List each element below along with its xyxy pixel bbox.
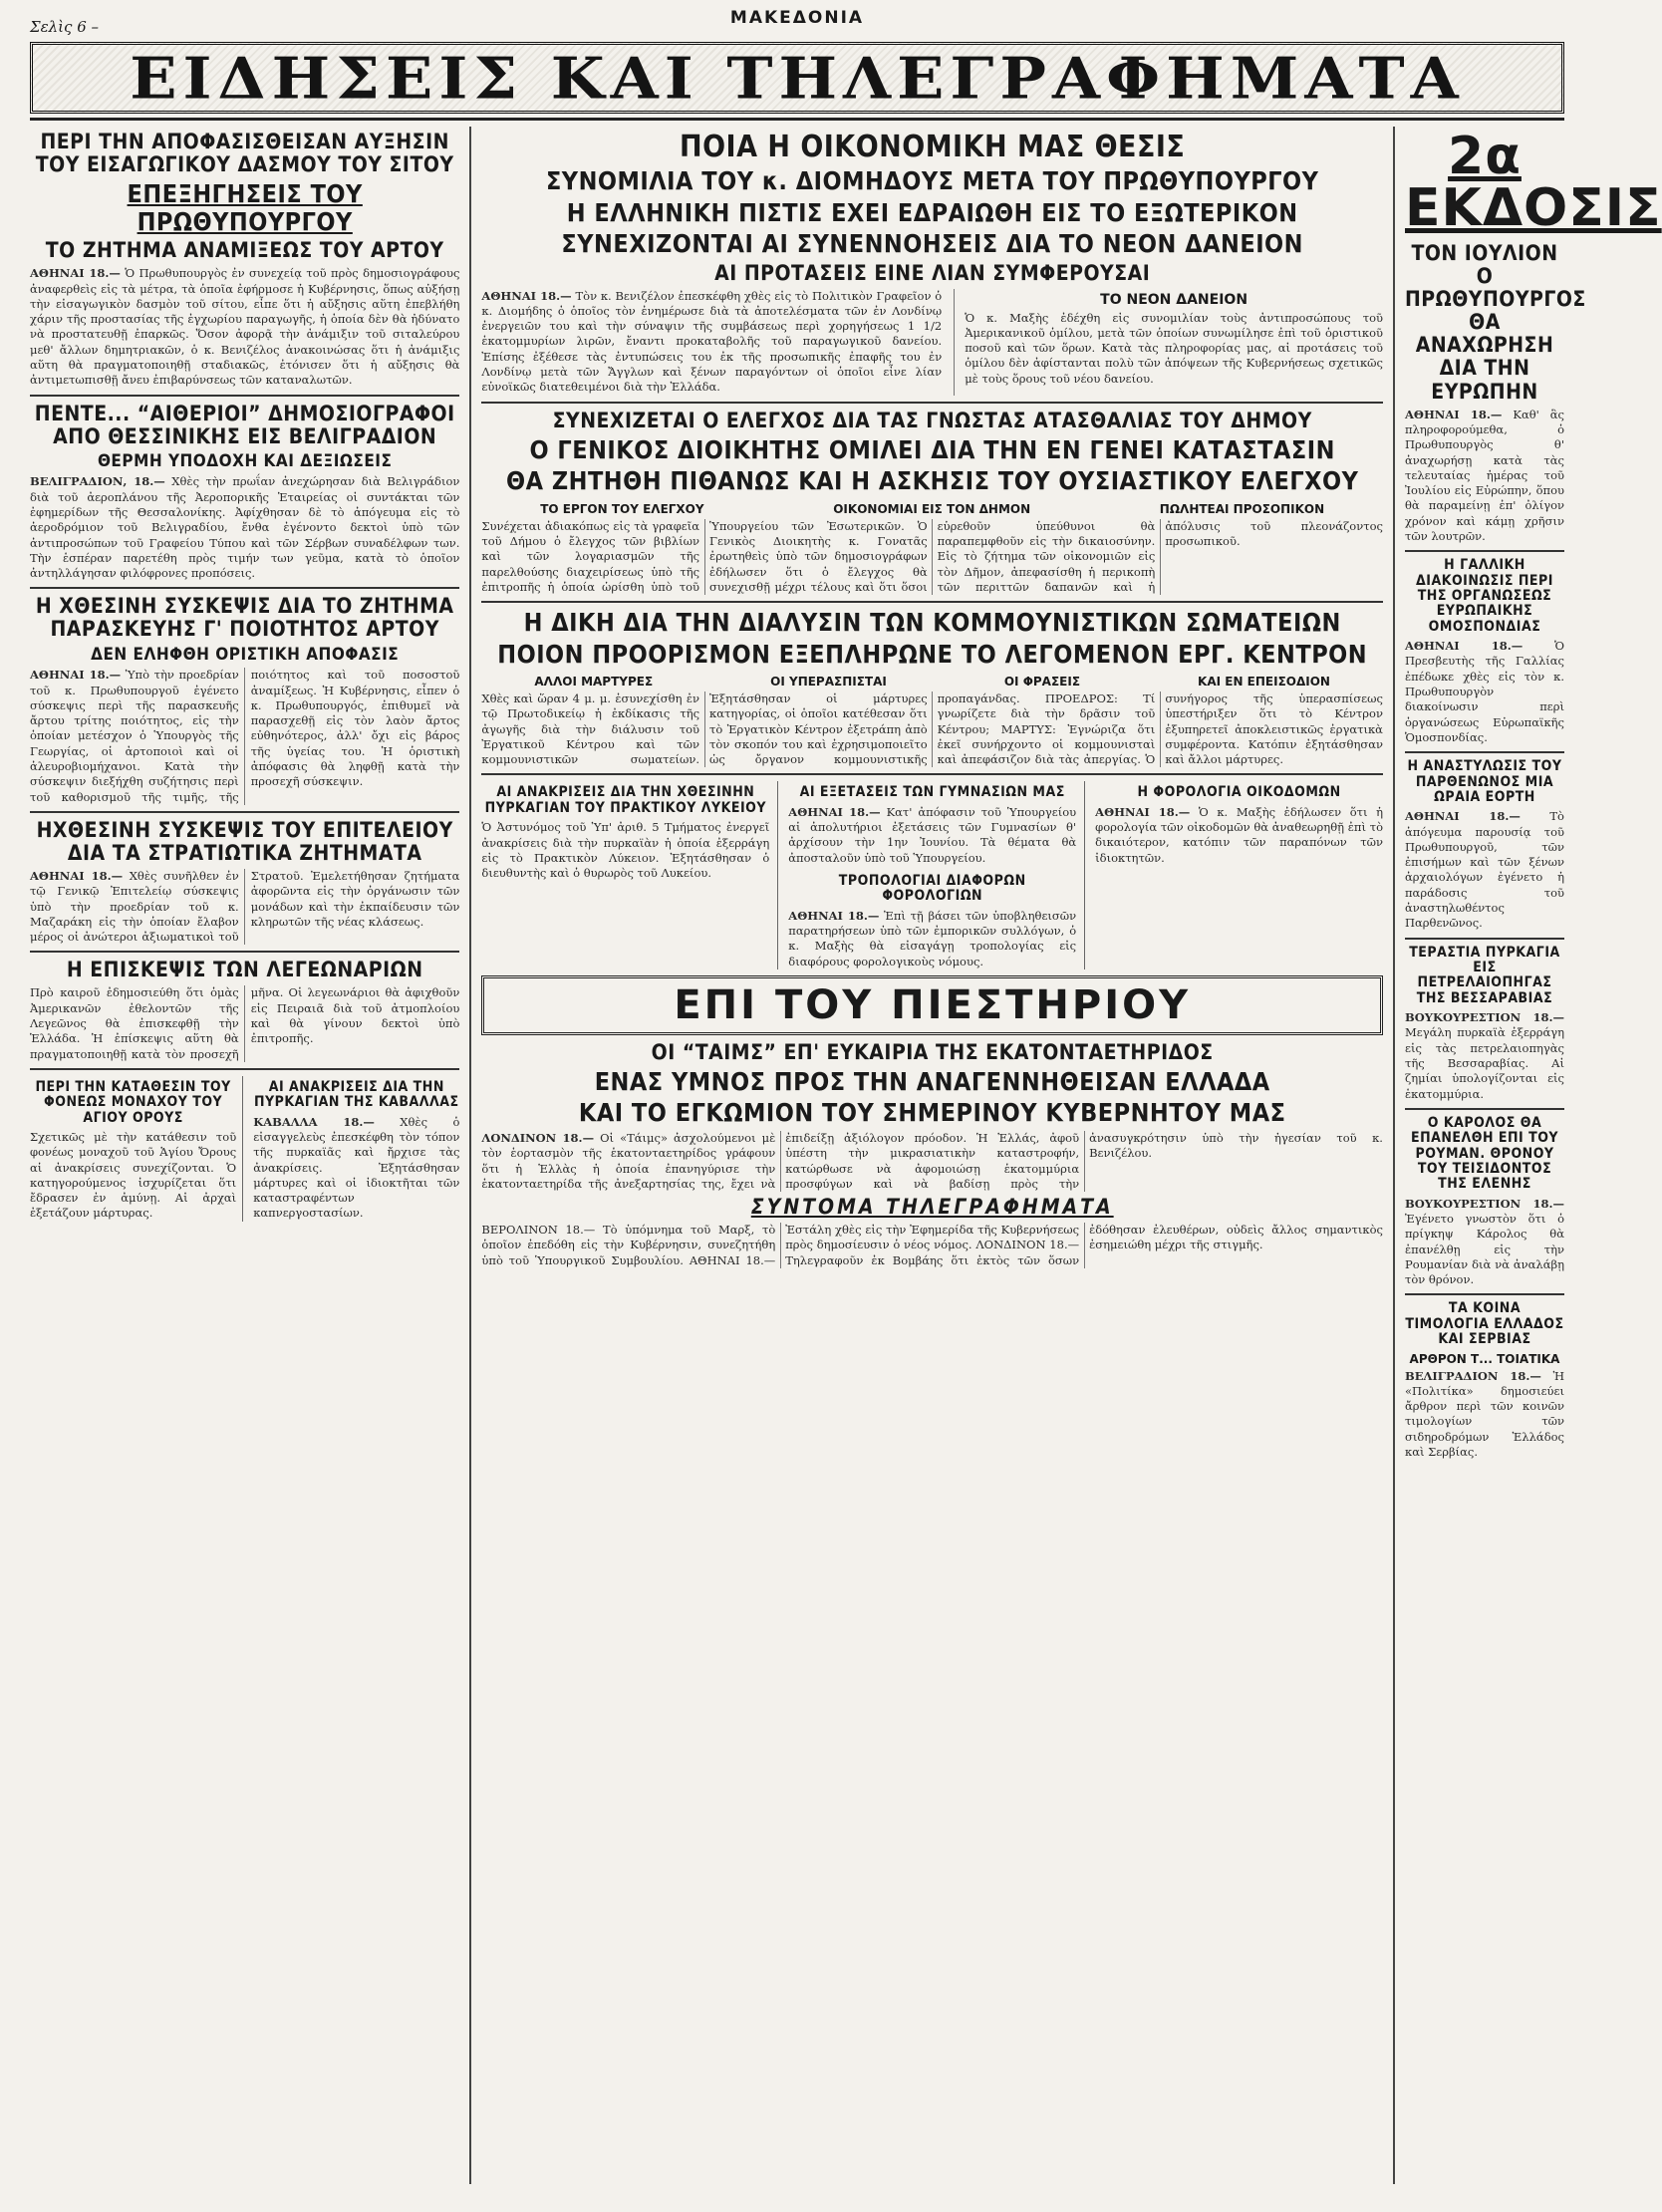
headline: ΗΧΘΕΣΙΝΗ ΣΥΣΚΕΨΙΣ ΤΟΥ ΕΠΙΤΕΛΕΙΟΥ ΔΙΑ ΤΑ ΣΤΡΑΤΙΩΤΙΚΑ ΖΗΤΗΜΑΤΑ bbox=[36, 817, 453, 865]
headline: ΠΟΙΑ Η ΟΙΚΟΝΟΜΙΚΗ ΜΑΣ ΘΕΣΙΣ bbox=[680, 130, 1186, 164]
article-exams bbox=[788, 781, 1085, 968]
bottom-pair bbox=[30, 1076, 459, 1222]
article-text: Χθὲς καὶ ὥραν 4 μ. μ. ἐσυνεχίσθη ἐν τῷ Πρωτοδικείῳ ἡ ἐκδίκασις τῆς ἀγωγῆς διὰ τὴν διάλυσιν τοῦ Ἐργατικοῦ Κέντρου καὶ τῶν κομμουνιστικῶν σωματείων. Ἐξητάσθησαν οἱ μάρτυρες κατηγορίας, οἱ ὁποῖοι κατέθεσαν ὅτι τὸ Ἐργατικὸν Κέντρον ἐξετράπη ἀπὸ τὸν σκοπόν του καὶ ἐχρησιμοποιεῖτο ὡς ὄργανον κομμουνιστικῆς προπαγάνδας. ΠΡΟΕΔΡΟΣ: Τί γνωρίζετε διὰ τὴν δρᾶσιν τοῦ Κέντρου; ΜΑΡΤΥΣ: Ἐγνώριζα ὅτι ἐκεῖ συνήρχοντο οἱ κομμουνισταὶ καὶ ἀπεφάσιζον διὰ τὰς ἀπεργίας. Ὁ συνήγορος τῆς ὑπερασπίσεως ὑπεστήριξεν ὅτι τὸ Κέντρον ἐξυπηρετεῖ ἀποκλειστικῶς ἐργατικὰ συμφέροντα. Κατόπιν ἐξητάσθησαν καὶ ἄλλοι μάρτυρες. bbox=[481, 691, 1383, 767]
divider bbox=[481, 773, 1383, 775]
article-body bbox=[1405, 639, 1564, 745]
article-text: Ἡ «Πολιτίκα» δημοσιεύει ἄρθρον περὶ τῶν κοινῶν τιμολογίων τῶν σιδηροδρόμων Ἑλλάδος καὶ Σερβίας. bbox=[1405, 1368, 1564, 1459]
subheading: ΠΩΛΗΤΕΑΙ ΠΡΟΣΟΠΙΚΟΝ bbox=[1159, 501, 1325, 516]
article-text: Σχετικῶς μὲ τὴν κατάθεσιν τοῦ φονέως μοναχοῦ τοῦ Ἁγίου Ὄρους αἱ ἀνακρίσεις συνεχίζονται. Ὁ κατηγορούμενος ἰσχυρίζεται ὅτι ἔδρασεν ἐν ἀμύνῃ. Αἱ ἀρχαὶ ἐξετάζουν μάρτυρας. bbox=[30, 1130, 237, 1221]
headline: ΠΕΡΙ ΤΗΝ ΚΑΤΑΘΕΣΙΝ ΤΟΥ ΦΟΝΕΩΣ ΜΟΝΑΧΟΥ ΤΟΥ ΑΓΙΟΥ ΟΡΟΥΣ bbox=[35, 1078, 231, 1126]
article-body bbox=[481, 691, 1383, 767]
article-body bbox=[481, 820, 769, 881]
divider bbox=[1405, 938, 1564, 940]
article-body bbox=[788, 805, 1076, 866]
right-column bbox=[1395, 127, 1662, 2184]
headline: ΣΥΝΕΧΙΖΟΝΤΑΙ ΑΙ ΣΥΝΕΝΝΟΗΣΕΙΣ ΔΙΑ ΤΟ ΝΕΟΝ ΔΑΝΕΙΟΝ bbox=[561, 229, 1303, 258]
economy-body bbox=[481, 289, 1383, 396]
article-body bbox=[253, 1115, 459, 1222]
article-parthenon bbox=[1405, 759, 1564, 931]
dateline: ΒΕΛΙΓΡΑΔΙΟΝ 18.— bbox=[1405, 1368, 1541, 1383]
article-text: Κατ' ἀπόφασιν τοῦ Ὑπουργείου αἱ ἀπολυτήριοι ἐξετάσεις τῶν Γυμνασίων θ' ἀρχίσουν τὴν 1ην Ἰουνίου. Τὰ θέματα θὰ ἀποσταλοῦν ὑπὸ τοῦ Ὑπουργείου. bbox=[788, 804, 1077, 865]
article-text: ΒΕΡΟΛΙΝΟΝ 18.— Τὸ ὑπόμνημα τοῦ Μαρξ, τὸ ὁποῖον ἐπεδόθη εἰς τὴν Κυβέρνησιν, συνεζητήθη ὑπὸ τοῦ Ὑπουργικοῦ Συμβουλίου. ΑΘΗΝΑΙ 18.— Ἐστάλη χθὲς εἰς τὴν Ἐφημερίδα τῆς Κυβερνήσεως πρὸς δημοσίευσιν ὁ νέος νόμος. ΛΟΝΔΙΝΟΝ 18.— Τηλεγραφοῦν ἐκ Βομβάης ὅτι ἐκτὸς τῶν ὅσων ἐδόθησαν ἐλευθέρων, οὐδεὶς ἄλλος σημαντικὸς ἐσημειώθη μέχρι τῆς στιγμῆς. bbox=[481, 1223, 1383, 1267]
article-text: Τὸ ἀπόγευμα παρουσίᾳ τοῦ Πρωθυπουργοῦ, τῶν ἐπισήμων καὶ τῶν ξένων ἀρχαιολόγων ἐγένετο ἡ παράδοσις τοῦ ἀναστηλωθέντος Παρθενῶνος. bbox=[1405, 809, 1564, 931]
middle-columns bbox=[471, 127, 1395, 2184]
divider bbox=[30, 587, 459, 589]
article-body bbox=[965, 311, 1383, 387]
headline: ΑΙ ΠΡΟΤΑΣΕΙΣ ΕΙΝΕ ΛΙΑΝ ΣΥΜΦΕΡΟΥΣΑΙ bbox=[714, 260, 1151, 285]
headline: ΕΝΑΣ ΥΜΝΟΣ ΠΡΟΣ ΤΗΝ ΑΝΑΓΕΝΝΗΘΕΙΣΑΝ ΕΛΛΑΔΑ bbox=[594, 1066, 1270, 1096]
headline: ΤΟ ΖΗΤΗΜΑ ΑΝΑΜΙΞΕΩΣ ΤΟΥ ΑΡΤΟΥ bbox=[45, 238, 444, 263]
article-text: Ὁ κ. Μαξὴς ἐδέχθη εἰς συνομιλίαν τοὺς ἀντιπροσώπους τοῦ Ἀμερικανικοῦ ὁμίλου, μετὰ τῶν ὁποίων συνωμίλησε ἐπὶ τοῦ ὁριστικοῦ ποσοῦ καὶ τῶν ὅρων. Κατὰ τὰς πληροφορίας μας, αἱ προτάσεις τοῦ ὁμίλου δὲν ἀφίστανται πολὺ τῶν ἀπόψεων τῆς Κυβερνήσεως σχετικῶς μὲ τοὺς ὅρους τοῦ νέου δανείου. bbox=[965, 310, 1383, 386]
article-trial bbox=[481, 609, 1383, 767]
article-bread-meeting bbox=[30, 595, 459, 804]
dateline: ΑΘΗΝΑΙ 18.— bbox=[481, 288, 572, 303]
divider bbox=[1405, 1293, 1564, 1295]
page-number: Σελὶς 6 – bbox=[30, 18, 100, 36]
article-text: Χθὲς συνῆλθεν ἐν τῷ Γενικῷ Ἐπιτελείῳ σύσκεψις ὑπὸ τὴν προεδρίαν τοῦ κ. Μαζαράκη εἰς τὴν ὁποίαν ἔλαβον μέρος οἱ ἀνώτεροι ἀξιωματικοὶ τοῦ Στρατοῦ. Ἐμελετήθησαν ζητήματα ἀφορῶντα εἰς τὴν ὀργάνωσιν τῶν μονάδων καὶ τὴν ἐκπαίδευσιν τῶν κληρωτῶν τῆς νέας κλάσεως. bbox=[30, 868, 460, 945]
headline: ΕΠΕΞΗΓΗΣΕΙΣ ΤΟΥ ΠΡΩΘΥΠΟΥΡΓΟΥ bbox=[127, 179, 363, 236]
headline: ΠΕΡΙ ΤΗΝ ΑΠΟΦΑΣΙΣΘΕΙΣΑΝ ΑΥΞΗΣΙΝ ΤΟΥ ΕΙΣΑΓΩΓΙΚΟΥ ΔΑΣΜΟΥ ΤΟΥ ΣΙΤΟΥ bbox=[35, 130, 454, 177]
headline: Η ΓΑΛΛΙΚΗ ΔΙΑΚΟΙΝΩΣΙΣ ΠΕΡΙ ΤΗΣ ΟΡΓΑΝΩΣΕΩΣ ΕΥΡΩΠΑΙΚΗΣ ΟΜΟΣΠΟΝΔΙΑΣ bbox=[1416, 557, 1553, 635]
dateline: ΑΘΗΝΑΙ 18.— bbox=[788, 908, 880, 923]
subheading: ΟΙΚΟΝΟΜΙΑΙ ΕΙΣ ΤΟΝ ΔΗΜΟΝ bbox=[833, 501, 1031, 516]
headline: ΣΥΝΤΟΜΑ ΤΗΛΕΓΡΑΦΗΜΑΤΑ bbox=[750, 1195, 1114, 1220]
article-text: Χθὲς τὴν πρωΐαν ἀνεχώρησαν διὰ Βελιγράδιον διὰ τοῦ ἀεροπλάνου τῆς Ἀεροπορικῆς Ἑταιρείας οἱ συντάκται τῶν ἐφημερίδων τῆς Θεσσαλονίκης. Ἀφίχθησαν δὲ τὸ ἀπόγευμα εἰς τὸ ἀεροδρόμιον τοῦ Βελιγραδίου, ἔνθα ἐγένοντο δεκτοὶ ὑπὸ τῶν ἀντιπροσώπων τοῦ Γραφείου Τύπου καὶ τῶν Σέρβων συναδέλφων των. Τὴν ἑσπέραν παρετέθη πρὸς τιμήν των γεῦμα, κατὰ τὸ ὁποῖον ἀντηλλάγησαν φιλόφρονες προπόσεις. bbox=[30, 474, 460, 581]
article-body bbox=[481, 289, 942, 396]
article-french-note bbox=[1405, 558, 1564, 745]
dateline: ΑΘΗΝΑΙ 18.— bbox=[788, 804, 881, 819]
divider bbox=[481, 601, 1383, 603]
article-body bbox=[30, 1130, 236, 1222]
dateline: ΑΘΗΝΑΙ 18.— bbox=[30, 668, 122, 683]
audit-subheads bbox=[481, 499, 1383, 519]
article-text: Ὁ Ἀστυνόμος τοῦ Ὑπ' ἀριθ. 5 Τμήματος ἐνεργεῖ ἀνακρίσεις διὰ τὴν πυρκαϊὰν ἡ ὁποία ἐξερράγη εἰς τὸ Πρακτικὸν Λύκειον. Ἐξητάσθησαν ὁ διευθυντὴς καὶ ὁ θυρωρὸς τοῦ Λυκείου. bbox=[481, 820, 770, 881]
article-lyceum-fire bbox=[481, 781, 778, 968]
article-body bbox=[1095, 805, 1383, 866]
headline: ΟΙ “ΤΑΙΜΣ” ΕΠ' ΕΥΚΑΙΡΙΑ ΤΗΣ ΕΚΑΤΟΝΤΑΕΤΗΡΙΔΟΣ bbox=[651, 1039, 1214, 1064]
dateline: ΒΟΥΚΟΥΡΕΣΤΙΟΝ 18.— bbox=[1405, 1196, 1564, 1211]
article-staff-meeting bbox=[30, 819, 459, 946]
headline: Η ΦΟΡΟΛΟΓΙΑ ΟΙΚΟΔΟΜΩΝ bbox=[1137, 784, 1341, 801]
dateline: ΒΟΥΚΟΥΡΕΣΤΙΟΝ 18.— bbox=[1405, 1010, 1564, 1025]
article-kavala-fire bbox=[253, 1076, 459, 1222]
article-text: Ἐγένετο γνωστὸν ὅτι ὁ πρίγκηψ Κάρολος θὰ ἐπανέλθῃ εἰς τὴν Ρουμανίαν διὰ νὰ ἀναλάβῃ τὸν θρόνον. bbox=[1405, 1212, 1564, 1287]
left-column bbox=[30, 127, 471, 2184]
article-body bbox=[1405, 809, 1564, 931]
dateline: ΑΘΗΝΑΙ 18.— bbox=[30, 266, 121, 281]
headline: ΘΕΡΜΗ ΥΠΟΔΟΧΗ ΚΑΙ ΔΕΞΙΩΣΕΙΣ bbox=[97, 450, 393, 471]
divider bbox=[481, 402, 1383, 404]
article-carol bbox=[1405, 1116, 1564, 1288]
article-body bbox=[788, 909, 1076, 969]
headline: ΑΙ ΑΝΑΚΡΙΣΕΙΣ ΔΙΑ ΤΗΝ ΠΥΡΚΑΓΙΑΝ ΤΗΣ ΚΑΒΑΛΛΑΣ bbox=[254, 1078, 459, 1111]
article-pm-europe bbox=[1405, 241, 1586, 544]
headline: ΑΙ ΑΝΑΚΡΙΣΕΙΣ ΔΙΑ ΤΗΝ ΧΘΕΣΙΝΗΝ ΠΥΡΚΑΓΙΑΝ ΤΟΥ ΠΡΑΚΤΙΚΟΥ ΛΥΚΕΙΟΥ bbox=[484, 784, 766, 816]
trial-subheads bbox=[481, 672, 1383, 691]
divider bbox=[1405, 550, 1564, 552]
subheading: ΑΛΛΟΙ ΜΑΡΤΥΡΕΣ bbox=[534, 675, 654, 690]
headline: Η ΕΠΙΣΚΕΨΙΣ ΤΩΝ ΛΕΓΕΩΝΑΡΙΩΝ bbox=[66, 958, 423, 982]
article-body bbox=[30, 985, 459, 1061]
article-text: Οἱ «Τάιμς» ἀσχολούμενοι μὲ τὸν ἑορτασμὸν τῆς ἑκατονταετηρίδος γράφουν ὅτι ἡ Ἑλλὰς ἡ ὁποία ἐπανηγύρισε τὴν ἑκατονταετηρίδα τῆς ἀνεξαρτησίας της, ἔχει νὰ ἐπιδείξῃ ἀξιόλογον πρόοδον. Ἡ Ἑλλάς, ἀφοῦ ὑπέστη τὴν μικρασιατικὴν καταστροφήν, κατώρθωσε νὰ ἀφομοιώσῃ ἑκατομμύρια προσφύγων καὶ νὰ βαδίσῃ πρὸς τὴν ἀνασυγκρότησιν ὑπὸ τὴν ἡγεσίαν τοῦ κ. Βενιζέλου. bbox=[481, 1130, 1383, 1191]
headline: Ο ΚΑΡΟΛΟΣ ΘΑ ΕΠΑΝΕΛΘΗ ΕΠΙ ΤΟΥ ΡΟΥΜΑΝ. ΘΡΟΝΟΥ ΤΟΥ ΤΕΙΣΙΔΟΝΤΟΣ ΤΗΣ ΕΛΕΝΗΣ bbox=[1410, 1114, 1559, 1193]
article-tariffs bbox=[1405, 1301, 1564, 1460]
article-text: Πρὸ καιροῦ ἐδημοσιεύθη ὅτι ὁμὰς Ἀμερικανῶν ἐθελοντῶν τῆς Λεγεῶνος θὰ ἐπισκεφθῇ τὴν Ἑλλάδα. Ἡ ἐπίσκεψις αὕτη θὰ πραγματοποιηθῇ κατὰ τὸν προσεχῆ μῆνα. Οἱ λεγεωνάριοι θὰ ἀφιχθοῦν εἰς Πειραιᾶ διὰ τοῦ ἀτμοπλοίου καὶ θὰ γίνουν δεκτοὶ ὑπὸ ἐπιτροπῆς. bbox=[30, 985, 460, 1061]
dateline: ΒΕΛΙΓΡΑΔΙΟΝ, 18.— bbox=[30, 474, 165, 489]
article-body bbox=[481, 519, 1383, 595]
headline: ΘΑ ΖΗΤΗΘΗ ΠΙΘΑΝΩΣ ΚΑΙ Η ΑΣΚΗΣΙΣ ΤΟΥ ΟΥΣΙΑΣΤΙΚΟΥ ΕΛΕΓΧΟΥ bbox=[505, 466, 1359, 496]
article-text: Χθὲς ὁ εἰσαγγελεὺς ἐπεσκέφθη τὸν τόπον τῆς πυρκαϊᾶς καὶ ἤρχισε τὰς ἀνακρίσεις. Ἐξητάσθησαν μάρτυρες καὶ οἱ ἰδιοκτῆται τῶν καταστραφέντων καπνεργοστασίων. bbox=[253, 1114, 460, 1221]
article-oil-fire bbox=[1405, 946, 1564, 1102]
article-body bbox=[30, 668, 459, 805]
article-text: Μεγάλη πυρκαϊὰ ἐξερράγη εἰς τὰς πετρελαιοπηγὰς τῆς Βεσσαραβίας. Αἱ ζημίαι ὑπολογίζονται εἰς ἑκατομμύρια. bbox=[1405, 1025, 1564, 1101]
article-body bbox=[481, 1223, 1383, 1268]
headline: Η ΑΝΑΣΤΥΛΩΣΙΣ ΤΟΥ ΠΑΡΘΕΝΩΝΟΣ ΜΙΑ ΩΡΑΙΑ ΕΟΡΤΗ bbox=[1407, 758, 1562, 805]
article-text: Ὁ Πρεσβευτὴς τῆς Γαλλίας ἐπέδωκε χθὲς εἰς τὸν κ. Πρωθυπουργὸν διακοίνωσιν περὶ ὀργανώσεως Εὐρωπαϊκῆς Ὁμοσπονδίας. bbox=[1405, 639, 1564, 744]
article-text: Ὁ κ. Μαξὴς ἐδήλωσεν ὅτι ἡ φορολογία τῶν οἰκοδομῶν θὰ ἀναθεωρηθῇ ἐπὶ τὸ δικαιότερον, κατόπιν τῶν παραπόνων τῶν ἰδιοκτητῶν. bbox=[1095, 804, 1384, 865]
headline: ΠΕΝΤΕ... “ΑΙΘΕΡΙΟΙ” ΔΗΜΟΣΙΟΓΡΑΦΟΙ ΑΠΟ ΘΕΣΣΙΝΙΚΗΣ ΕΙΣ ΒΕΛΙΓΡΑΔΙΟΝ bbox=[34, 401, 455, 448]
article-text: Ὑπὸ τὴν προεδρίαν τοῦ κ. Πρωθυπουργοῦ ἐγένετο σύσκεψις περὶ τῆς παρασκευῆς ἄρτου τρίτης ποιότητος, εἰς τὴν ὁποίαν μετέσχον ὁ Ὑπουργὸς τῆς Γεωργίας, οἱ ἀρτοποιοὶ καὶ οἱ ἀλευροβιομήχανοι. Κατὰ τὴν σύσκεψιν διεξήχθη συζήτησις περὶ τοῦ καθορισμοῦ τῆς τιμῆς, τῆς ποιότητος καὶ τοῦ ποσοστοῦ ἀναμίξεως. Ἡ Κυβέρνησις, εἶπεν ὁ κ. Πρωθυπουργός, ἐπιθυμεῖ νὰ παρασχεθῇ εἰς τὸν λαὸν ἄρτος εὐθηνότερος, ἀλλ' ὄχι εἰς βάρος τῆς ὑγείας του. Ἡ ὁριστικὴ ἀπόφασις θὰ ληφθῇ κατὰ τὴν προσεχῆ σύσκεψιν. bbox=[30, 668, 460, 804]
dateline: ΑΘΗΝΑΙ 18.— bbox=[1405, 639, 1524, 654]
article-body bbox=[1405, 1197, 1564, 1288]
subheading: ΚΑΙ ΕΝ ΕΠΕΙΣΟΔΙΟΝ bbox=[1198, 675, 1330, 690]
dateline: ΑΘΗΝΑΙ 18.— bbox=[30, 868, 124, 883]
article-property-tax bbox=[1095, 781, 1383, 968]
headline: ΠΟΙΟΝ ΠΡΟΟΡΙΣΜΟΝ ΕΞΕΠΛΗΡΩΝΕ ΤΟ ΛΕΓΟΜΕΝΟΝ ΕΡΓ. ΚΕΝΤΡΟΝ bbox=[497, 639, 1368, 669]
headline: ΤΑ ΚΟΙΝΑ ΤΙΜΟΛΟΓΙΑ ΕΛΛΑΔΟΣ ΚΑΙ ΣΕΡΒΙΑΣ bbox=[1405, 1300, 1564, 1348]
subheading: ΟΙ ΥΠΕΡΑΣΠΙΣΤΑΙ bbox=[770, 675, 887, 690]
divider bbox=[1405, 751, 1564, 753]
headline: ΚΑΙ ΤΟ ΕΓΚΩΜΙΟΝ ΤΟΥ ΣΗΜΕΡΙΝΟΥ ΚΥΒΕΡΝΗΤΟΥ ΜΑΣ bbox=[578, 1098, 1286, 1128]
article-times bbox=[481, 1041, 1383, 1192]
headline: Η ΕΛΛΗΝΙΚΗ ΠΙΣΤΙΣ ΕΧΕΙ ΕΔΡΑΙΩΘΗ ΕΙΣ ΤΟ ΕΞΩΤΕΡΙΚΟΝ bbox=[566, 197, 1298, 227]
headline: ΑΙ ΕΞΕΤΑΣΕΙΣ ΤΩΝ ΓΥΜΝΑΣΙΩΝ ΜΑΣ bbox=[799, 784, 1065, 801]
press-box-title: ΕΠΙ ΤΟΥ ΠΙΕΣΤΗΡΙΟΥ bbox=[481, 975, 1383, 1035]
article-text: Τὸν κ. Βενιζέλον ἐπεσκέφθη χθὲς εἰς τὸ Πολιτικὸν Γραφεῖον ὁ κ. Διομήδης ὁ ὁποῖος τὸν ἐνημέρωσε διὰ τὰ ἀποτελέσματα τῶν ἐν Λονδίνῳ ἐνεργειῶν του καὶ τὴν σύναψιν τῆς συμβάσεως περὶ χορηγήσεως 1 1/2 ἑκατομμυρίων λιρῶν, ἔναντι προκαταβολῆς τοῦ παραγωγικοῦ δανείου. Ἐπίσης ἐξέθεσε τὰς ἐντυπώσεις του ἐκ τῆς προσωπικῆς ἐπαφῆς του ἐν Λονδίνῳ μετὰ τῶν Ἄγγλων καὶ ξένων παραγόντων οἱ ὁποῖοι εἶνε λίαν εὐνοϊκῶς διατεθειμένοι διὰ τὴν Ἑλλάδα. bbox=[481, 288, 943, 395]
dateline: ΛΟΝΔΙΝΟΝ 18.— bbox=[481, 1130, 595, 1145]
dateline: ΑΘΗΝΑΙ 18.— bbox=[1405, 809, 1521, 824]
article-body bbox=[30, 869, 459, 945]
edition-label: 2α ΕΚΔΟΣΙΣ bbox=[1405, 127, 1662, 238]
article-body bbox=[30, 266, 459, 388]
article-text: Ἐπὶ τῇ βάσει τῶν ὑποβληθεισῶν παρατηρήσεων ὑπὸ τῶν ἐμπορικῶν συλλόγων, ὁ κ. Μαξὴς θὰ εἰσαγάγῃ τροπολογίας εἰς διαφόρους φορολογικοὺς νόμους. bbox=[788, 908, 1077, 968]
article-monk bbox=[30, 1076, 243, 1222]
subheading: ΤΟ ΝΕΟΝ ΔΑΝΕΙΟΝ bbox=[1100, 291, 1248, 308]
article-audit bbox=[481, 410, 1383, 596]
masthead-banner bbox=[30, 42, 1564, 114]
divider bbox=[30, 395, 459, 397]
short-items-row bbox=[481, 781, 1383, 968]
article-body bbox=[1405, 1369, 1564, 1461]
subheading: ΤΟ ΕΡΓΟΝ ΤΟΥ ΕΛΕΓΧΟΥ bbox=[540, 501, 704, 516]
top-line bbox=[30, 8, 1564, 36]
headline: Η ΧΘΕΣΙΝΗ ΣΥΣΚΕΨΙΣ ΔΙΑ ΤΟ ΖΗΤΗΜΑ ΠΑΡΑΣΚΕΥΗΣ Γ' ΠΟΙΟΤΗΤΟΣ ΑΡΤΟΥ bbox=[35, 594, 454, 642]
dateline: ΚΑΒΑΛΛΑ 18.— bbox=[253, 1114, 375, 1129]
headline: ΤΡΟΠΟΛΟΓΙΑΙ ΔΙΑΦΟΡΩΝ ΦΟΡΟΛΟΓΙΩΝ bbox=[838, 872, 1026, 905]
article-body bbox=[481, 1131, 1383, 1192]
article-wheat-duty bbox=[30, 131, 459, 389]
headline: Ο ΓΕΝΙΚΟΣ ΔΙΟΙΚΗΤΗΣ ΟΜΙΛΕΙ ΔΙΑ ΤΗΝ ΕΝ ΓΕΝΕΙ ΚΑΤΑΣΤΑΣΙΝ bbox=[529, 434, 1335, 464]
divider bbox=[30, 811, 459, 813]
headline: Η ΔΙΚΗ ΔΙΑ ΤΗΝ ΔΙΑΛΥΣΙΝ ΤΩΝ ΚΟΜΜΟΥΝΙΣΤΙΚΩΝ ΣΩΜΑΤΕΙΩΝ bbox=[523, 608, 1341, 638]
subheading: ΑΡΘΡΟΝ Τ... ΤΟΙΑΤΙΚΑ bbox=[1409, 1351, 1560, 1366]
divider bbox=[1405, 1108, 1564, 1110]
headline: ΔΕΝ ΕΛΗΦΘΗ ΟΡΙΣΤΙΚΗ ΑΠΟΦΑΣΙΣ bbox=[91, 644, 400, 665]
article-economy bbox=[481, 131, 1383, 396]
divider bbox=[30, 951, 459, 953]
subheading: ΟΙ ΦΡΑΣΕΙΣ bbox=[1003, 675, 1081, 690]
dateline: ΑΘΗΝΑΙ 18.— bbox=[1095, 804, 1191, 819]
headline: ΤΕΡΑΣΤΙΑ ΠΥΡΚΑΓΙΑ ΕΙΣ ΠΕΤΡΕΛΑΙΟΠΗΓΑΣ ΤΗΣ ΒΕΣΣΑΡΑΒΙΑΣ bbox=[1409, 944, 1560, 1006]
article-journalists bbox=[30, 403, 459, 582]
article-legionnaires bbox=[30, 959, 459, 1062]
article-text: Καθ' ἃς πληροφορούμεθα, ὁ Πρωθυπουργὸς θ' ἀναχωρήσῃ κατὰ τὰς τελευταίας ἡμέρας τοῦ Ἰουλίου εἰς Εὐρώπην, ὅπου θὰ παραμείνῃ ἐπ' ὀλίγον χρόνον καὶ κάμῃ χρῆσιν τῶν λουτρῶν. bbox=[1405, 407, 1564, 543]
headline: ΤΟΝ ΙΟΥΛΙΟΝ Ο ΠΡΩΘΥΠΟΥΡΓΟΣ ΘΑ ΑΝΑΧΩΡΗΣΗ ΔΙΑ ΤΗΝ ΕΥΡΩΠΗΝ bbox=[1405, 241, 1586, 404]
columns bbox=[30, 127, 1662, 2184]
article-body bbox=[30, 474, 459, 581]
article-text: Συνέχεται ἀδιακόπως εἰς τὰ γραφεῖα τοῦ Δήμου ὁ ἔλεγχος τῶν βιβλίων καὶ τῶν λογαριασμῶν τῆς παρελθούσης διαχειρίσεως ὑπὸ τῆς ἐπιτροπῆς ἡ ὁποία ὡρίσθη ὑπὸ τοῦ Ὑπουργείου τῶν Ἐσωτερικῶν. Ὁ Γενικὸς Διοικητὴς κ. Γονατᾶς ἐρωτηθεὶς ὑπὸ τῶν δημοσιογράφων ἐδήλωσεν ὅτι ὁ ἔλεγχος θὰ συνεχισθῇ μέχρι τέλους καὶ ὅτι ὅσοι εὑρεθοῦν ὑπεύθυνοι θὰ παραπεμφθοῦν εἰς τὴν δικαιοσύνην. Εἰς τὸ ζήτημα τῶν οἰκονομιῶν εἰς τὸν Δῆμον, ἀπεφασίσθη ἡ περικοπὴ τῶν περιττῶν δαπανῶν καὶ ἡ ἀπόλυσις τοῦ πλεονάζοντος προσωπικοῦ. bbox=[481, 518, 1383, 594]
divider bbox=[30, 1068, 459, 1070]
article-body bbox=[1405, 408, 1564, 545]
article-text: Ὁ Πρωθυπουργὸς ἐν συνεχείᾳ τοῦ πρὸς δημοσιογράφους ἀναφερθεὶς εἰς τὰ μέτρα, τὰ ὁποῖα ἐφήρμοσε ἡ Κυβέρνησις, ὅπως αὐξήσῃ τὴν εἰσαγωγικὸν δασμὸν τοῦ σίτου, εἶπε ὅτι ἡ αὔξησις αὕτη ἐπεβλήθη χάριν τῆς προστασίας τῆς ἐγχωρίου παραγωγῆς, ἡ ὁποία δὲν θὰ ἠδύνατο νὰ προστατευθῇ ἐπαρκῶς. Ὅσον ἀφορᾷ τὴν ἀνάμιξιν τοῦ σιταλεύρου μεθ' ἄλλων δημητριακῶν, ὁ κ. Βενιζέλος ἀνακοινώσας ὅτι ἡ ἀνάμιξις αὕτη θὰ πραγματοποιηθῇ σταδιακῶς, ἐτόνισεν ὅτι ἡ αὔξησις θὰ ἀντιμετωπισθῇ ἄνευ ἐπιβαρύνσεως τῶν καταναλωτῶν. bbox=[30, 266, 460, 388]
loan-section bbox=[954, 289, 1383, 396]
headline: ΣΥΝΕΧΙΖΕΤΑΙ Ο ΕΛΕΓΧΟΣ ΔΙΑ ΤΑΣ ΓΝΩΣΤΑΣ ΑΤΑΣΘΑΛΙΑΣ ΤΟΥ ΔΗΜΟΥ bbox=[552, 408, 1312, 432]
newspaper-name: ΜΑΚΕΔΟΝΙΑ bbox=[729, 8, 865, 28]
article-body bbox=[1405, 1010, 1564, 1102]
masthead-title: ΕΙΔΗΣΕΙΣ ΚΑΙ ΤΗΛΕΓΡΑΦΗΜΑΤΑ bbox=[130, 44, 1465, 112]
dateline: ΑΘΗΝΑΙ 18.— bbox=[1405, 407, 1503, 421]
masthead-rule bbox=[30, 118, 1564, 121]
headline: ΣΥΝΟΜΙΛΙΑ ΤΟΥ κ. ΔΙΟΜΗΔΟΥΣ ΜΕΤΑ ΤΟΥ ΠΡΩΘΥΠΟΥΡΓΟΥ bbox=[545, 166, 1319, 195]
